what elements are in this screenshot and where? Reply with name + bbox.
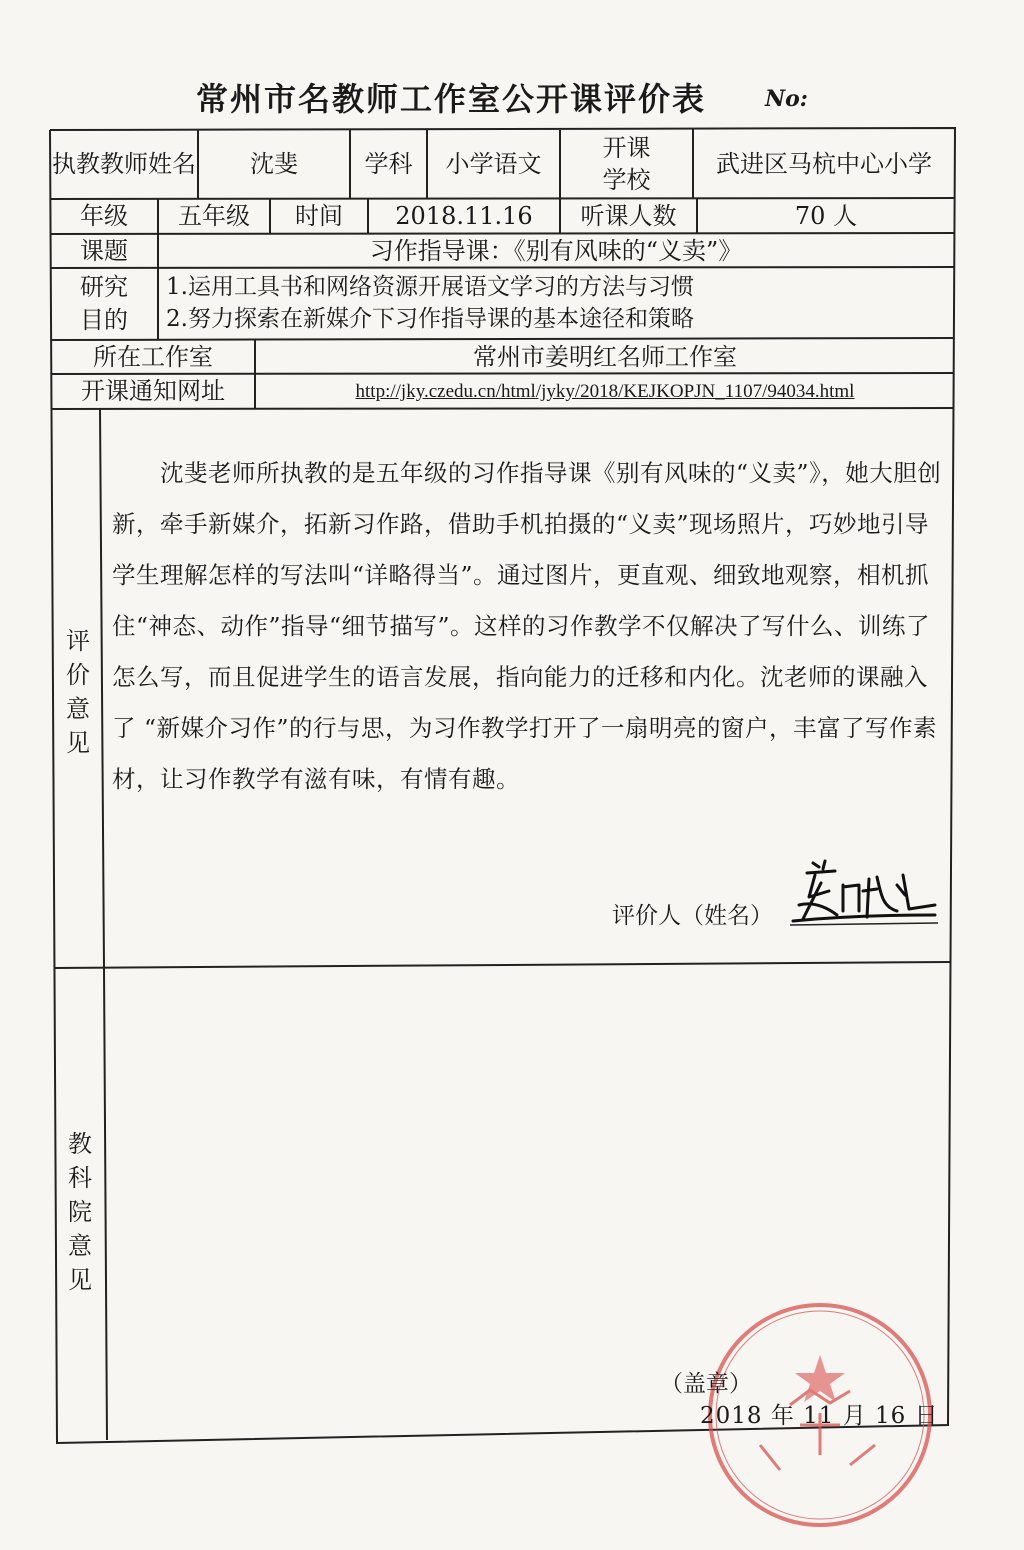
studio-label: 所在工作室 [93, 342, 213, 371]
audience-label: 听课人数 [580, 202, 677, 231]
school-value: 武进区马杭中心小学 [716, 149, 932, 178]
evaluator-signature [785, 855, 945, 935]
topic-value: 习作指导课：《别有风味的“义卖”》 [369, 236, 743, 265]
course-notice-link[interactable]: http://jky.czedu.cn/html/jyky/2018/KEJKOPJN_1107/94034.html [355, 380, 855, 402]
purpose-label: 研究目的 [80, 273, 128, 334]
grade-label: 年级 [80, 202, 128, 231]
stamp-note: （盖章） [660, 1371, 752, 1397]
evaluation-label-text: 评价意见 [66, 627, 90, 757]
topic-label: 课题 [80, 236, 128, 265]
teacher-name-label: 执教教师姓名 [52, 149, 196, 178]
studio-value: 常州市姜明红名师工作室 [473, 342, 737, 371]
institute-label [62, 1127, 98, 1297]
purpose-item: 1.运用工具书和网络资源开展语文学习的方法与习惯 [166, 274, 694, 301]
school-label: 开课学校 [602, 133, 651, 194]
grade-value: 五年级 [178, 202, 250, 231]
institute-label-text: 教科院意见 [68, 1130, 92, 1294]
teacher-name-value: 沈斐 [250, 149, 298, 178]
time-value: 2018.11.16 [395, 202, 533, 231]
institute-date: 2018 年 11 月 16 日 [700, 1403, 939, 1429]
url-label: 开课通知网址 [81, 377, 225, 406]
time-label: 时间 [295, 202, 343, 231]
form-title: 常州市名教师工作室公开课评价表 [196, 80, 707, 118]
evaluation-label [60, 624, 96, 760]
purpose-list [166, 268, 952, 339]
subject-label: 学科 [364, 149, 413, 178]
evaluator-label: 评价人（姓名） [612, 903, 773, 929]
subject-value: 小学语文 [445, 149, 542, 178]
purpose-item: 2.努力探索在新媒介下习作指导课的基本途径和策略 [166, 305, 694, 332]
evaluation-comment: 沈斐老师所执教的是五年级的习作指导课《别有风味的“义卖”》，她大胆创新，牵手新媒介，拓新习作路，借助手机拍摄的“义卖”现场照片，巧妙地引导学生理解怎样的写法叫“详略得当”。通过图片，更直观、细致地观察，相机抓住“神态、动作”指导“细节描写”。这样的习作教学不仅解决了写什么、训练了怎么写，而且促进学生的语言发展，指向能力的迁移和内化。沈老师的课融入了 “新媒介习作”的行与思，为习作教学打开了一扇明亮的窗户，丰富了写作素材，让习作教学有滋有味，有情有趣。 [112, 459, 942, 793]
serial-number-label: No: [765, 86, 808, 112]
audience-value: 70 人 [794, 202, 858, 231]
